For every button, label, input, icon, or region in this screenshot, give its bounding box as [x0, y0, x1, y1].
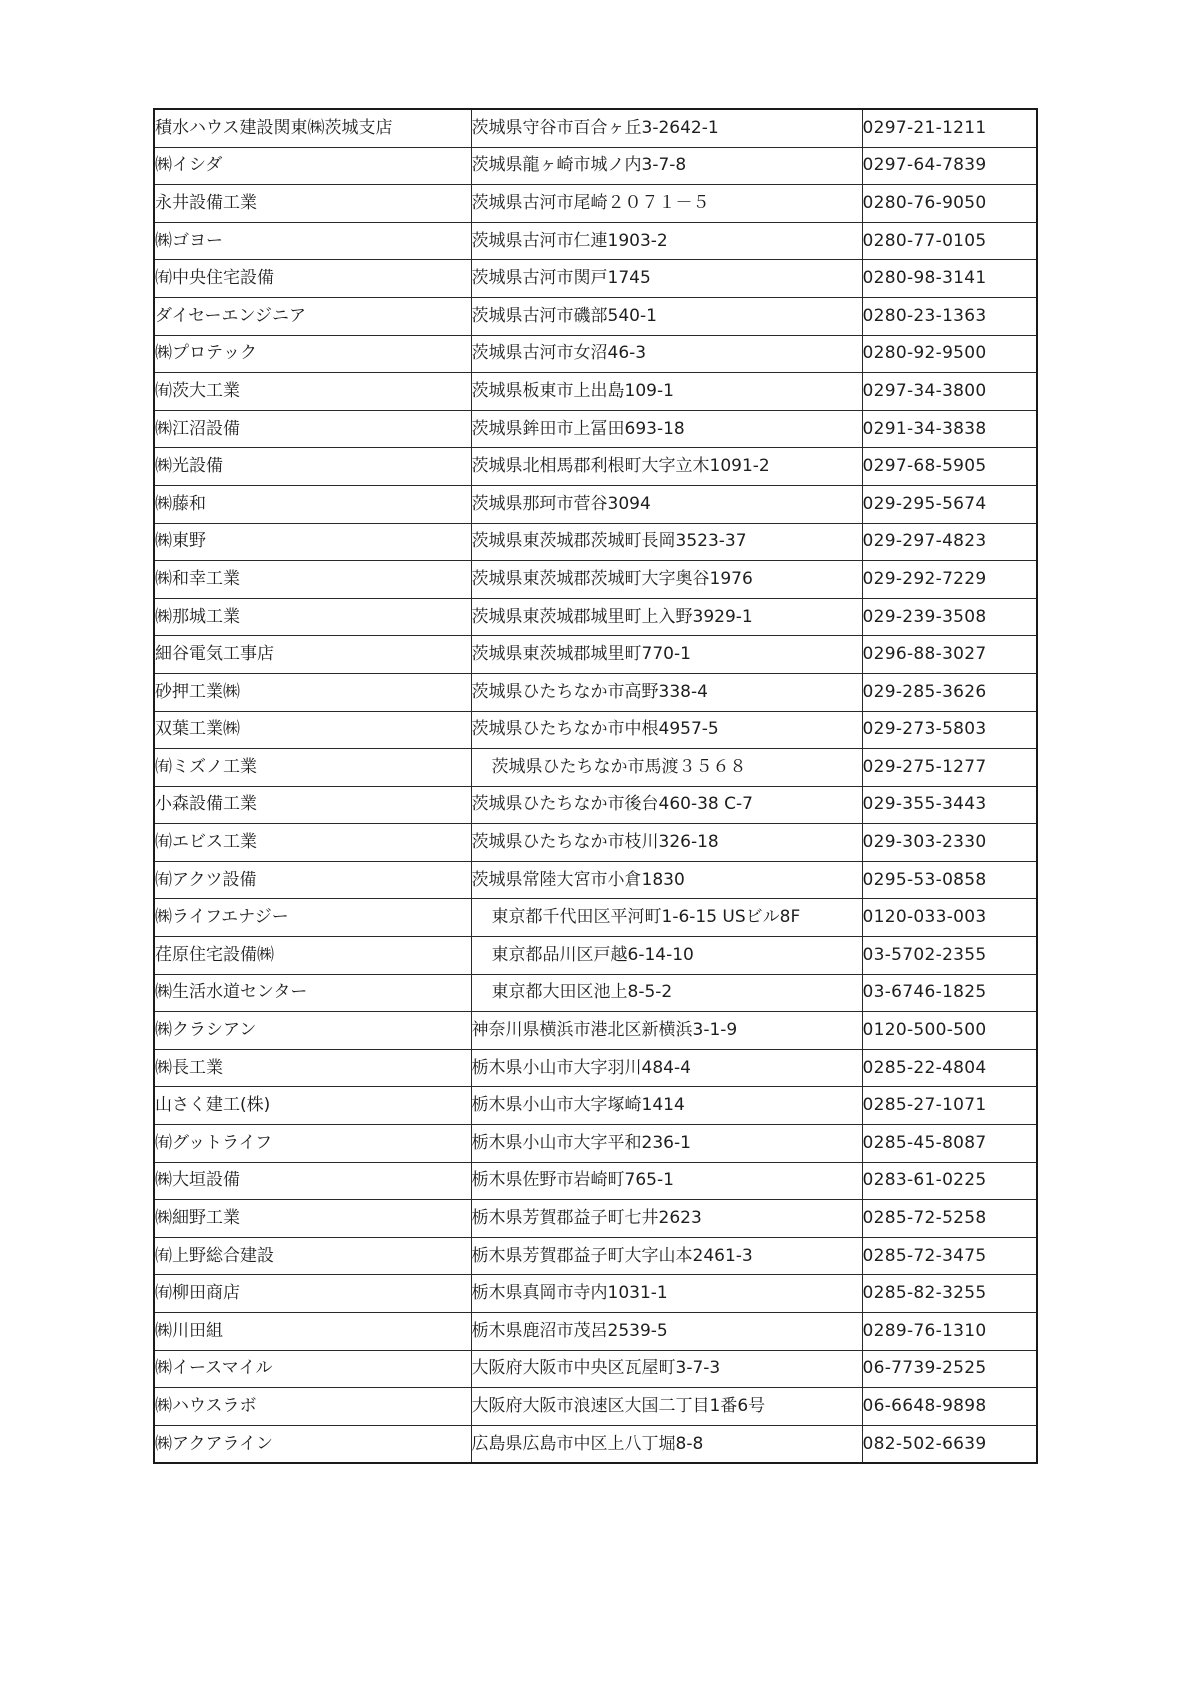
- company-name-cell: ㈱プロテック: [154, 335, 471, 373]
- company-name-cell: ㈱大垣設備: [154, 1162, 471, 1200]
- table-row: [154, 523, 1037, 561]
- phone-number-cell: 0285-27-1071: [862, 1087, 1037, 1125]
- address-cell: 茨城県ひたちなか市高野338-4: [471, 673, 862, 711]
- address-cell: 栃木県鹿沼市茂呂2539-5: [471, 1313, 862, 1351]
- phone-number-cell: 0280-92-9500: [862, 335, 1037, 373]
- company-name-cell: ㈱光設備: [154, 448, 471, 486]
- phone-number-cell: 0283-61-0225: [862, 1162, 1037, 1200]
- phone-number-cell: 0285-72-5258: [862, 1200, 1037, 1238]
- phone-number-cell: 082-502-6639: [862, 1425, 1037, 1463]
- address-cell: 茨城県那珂市菅谷3094: [471, 485, 862, 523]
- address-cell: 茨城県ひたちなか市中根4957-5: [471, 711, 862, 749]
- table-row: [154, 1049, 1037, 1087]
- phone-number-cell: 029-285-3626: [862, 673, 1037, 711]
- address-cell: 栃木県佐野市岩崎町765-1: [471, 1162, 862, 1200]
- address-cell: 茨城県東茨城郡茨城町大字奥谷1976: [471, 561, 862, 599]
- company-name-cell: 積水ハウス建設関東㈱茨城支店: [154, 109, 471, 147]
- table-row: [154, 410, 1037, 448]
- phone-number-cell: 0297-68-5905: [862, 448, 1037, 486]
- phone-number-cell: 0280-98-3141: [862, 260, 1037, 298]
- address-cell: 茨城県鉾田市上冨田693-18: [471, 410, 862, 448]
- address-cell: 茨城県ひたちなか市後台460-38 C-7: [471, 786, 862, 824]
- table-row: [154, 185, 1037, 223]
- address-cell: 茨城県古河市仁連1903-2: [471, 222, 862, 260]
- address-cell: 栃木県小山市大字羽川484-4: [471, 1049, 862, 1087]
- company-name-cell: ㈱クラシアン: [154, 1012, 471, 1050]
- company-name-cell: ㈲アクツ設備: [154, 861, 471, 899]
- address-cell: 神奈川県横浜市港北区新横浜3-1-9: [471, 1012, 862, 1050]
- address-cell: 茨城県古河市磯部540-1: [471, 297, 862, 335]
- phone-number-cell: 0120-500-500: [862, 1012, 1037, 1050]
- table-row: [154, 974, 1037, 1012]
- company-name-cell: 双葉工業㈱: [154, 711, 471, 749]
- company-name-cell: 小森設備工業: [154, 786, 471, 824]
- table-row: [154, 485, 1037, 523]
- company-name-cell: ㈱生活水道センター: [154, 974, 471, 1012]
- phone-number-cell: 0289-76-1310: [862, 1313, 1037, 1351]
- phone-number-cell: 0297-21-1211: [862, 109, 1037, 147]
- company-name-cell: ㈱川田組: [154, 1313, 471, 1351]
- phone-number-cell: 029-297-4823: [862, 523, 1037, 561]
- address-cell: 栃木県小山市大字塚崎1414: [471, 1087, 862, 1125]
- company-name-cell: ㈱ハウスラボ: [154, 1388, 471, 1426]
- phone-number-cell: 029-273-5803: [862, 711, 1037, 749]
- table-row: [154, 749, 1037, 787]
- table-row: [154, 1425, 1037, 1463]
- company-name-cell: ㈱イースマイル: [154, 1350, 471, 1388]
- table-row: [154, 824, 1037, 862]
- address-cell: 茨城県古河市女沼46-3: [471, 335, 862, 373]
- phone-number-cell: 0297-64-7839: [862, 147, 1037, 185]
- address-cell: 茨城県ひたちなか市馬渡３５６８: [471, 749, 862, 787]
- company-name-cell: ㈲中央住宅設備: [154, 260, 471, 298]
- address-cell: 茨城県東茨城郡城里町上入野3929-1: [471, 598, 862, 636]
- phone-number-cell: 06-7739-2525: [862, 1350, 1037, 1388]
- table-row: [154, 260, 1037, 298]
- address-cell: 大阪府大阪市中央区瓦屋町3-7-3: [471, 1350, 862, 1388]
- address-cell: 茨城県常陸大宮市小倉1830: [471, 861, 862, 899]
- company-name-cell: ㈱ライフエナジー: [154, 899, 471, 937]
- company-name-cell: 細谷電気工事店: [154, 636, 471, 674]
- address-cell: 栃木県芳賀郡益子町七井2623: [471, 1200, 862, 1238]
- phone-number-cell: 0295-53-0858: [862, 861, 1037, 899]
- table-row: [154, 373, 1037, 411]
- company-name-cell: ㈲ミズノ工業: [154, 749, 471, 787]
- address-cell: 東京都千代田区平河町1-6-15 USビル8F: [471, 899, 862, 937]
- phone-number-cell: 029-355-3443: [862, 786, 1037, 824]
- table-row: [154, 1237, 1037, 1275]
- table-row: [154, 335, 1037, 373]
- phone-number-cell: 0285-22-4804: [862, 1049, 1037, 1087]
- company-name-cell: 山さく建工(株): [154, 1087, 471, 1125]
- table-row: [154, 561, 1037, 599]
- company-name-cell: ㈱東野: [154, 523, 471, 561]
- phone-number-cell: 0285-72-3475: [862, 1237, 1037, 1275]
- phone-number-cell: 0120-033-003: [862, 899, 1037, 937]
- table-row: [154, 1162, 1037, 1200]
- table-row: [154, 1388, 1037, 1426]
- table-row: [154, 222, 1037, 260]
- phone-number-cell: 0280-77-0105: [862, 222, 1037, 260]
- table-row: [154, 1125, 1037, 1163]
- table-row: [154, 673, 1037, 711]
- company-name-cell: ダイセーエンジニア: [154, 297, 471, 335]
- phone-number-cell: 0280-23-1363: [862, 297, 1037, 335]
- company-name-cell: ㈱長工業: [154, 1049, 471, 1087]
- address-cell: 茨城県東茨城郡城里町770-1: [471, 636, 862, 674]
- address-cell: 茨城県古河市尾崎２０７１－５: [471, 185, 862, 223]
- phone-number-cell: 029-303-2330: [862, 824, 1037, 862]
- table-row: [154, 598, 1037, 636]
- company-name-cell: ㈲グットライフ: [154, 1125, 471, 1163]
- table-row: [154, 711, 1037, 749]
- address-cell: 大阪府大阪市浪速区大国二丁目1番6号: [471, 1388, 862, 1426]
- table-row: [154, 786, 1037, 824]
- company-name-cell: ㈱和幸工業: [154, 561, 471, 599]
- phone-number-cell: 029-275-1277: [862, 749, 1037, 787]
- table-row: [154, 147, 1037, 185]
- table-row: [154, 1275, 1037, 1313]
- address-cell: 広島県広島市中区上八丁堀8-8: [471, 1425, 862, 1463]
- phone-number-cell: 029-239-3508: [862, 598, 1037, 636]
- company-name-cell: ㈲上野総合建設: [154, 1237, 471, 1275]
- address-cell: 茨城県東茨城郡茨城町長岡3523-37: [471, 523, 862, 561]
- phone-number-cell: 029-295-5674: [862, 485, 1037, 523]
- company-name-cell: ㈱アクアライン: [154, 1425, 471, 1463]
- table-row: [154, 899, 1037, 937]
- company-name-cell: ㈲茨大工業: [154, 373, 471, 411]
- phone-number-cell: 03-6746-1825: [862, 974, 1037, 1012]
- company-name-cell: 荏原住宅設備㈱: [154, 937, 471, 975]
- phone-number-cell: 06-6648-9898: [862, 1388, 1037, 1426]
- address-cell: 茨城県板東市上出島109-1: [471, 373, 862, 411]
- company-name-cell: ㈱那城工業: [154, 598, 471, 636]
- table-row: [154, 636, 1037, 674]
- company-name-cell: 永井設備工業: [154, 185, 471, 223]
- table-row: [154, 1200, 1037, 1238]
- address-cell: 栃木県小山市大字平和236-1: [471, 1125, 862, 1163]
- table-row: [154, 297, 1037, 335]
- table-row: [154, 1350, 1037, 1388]
- company-name-cell: ㈱ゴヨー: [154, 222, 471, 260]
- company-name-cell: ㈱細野工業: [154, 1200, 471, 1238]
- company-name-cell: ㈲柳田商店: [154, 1275, 471, 1313]
- contractor-table: [153, 108, 1038, 1464]
- company-name-cell: ㈱藤和: [154, 485, 471, 523]
- table-row: [154, 448, 1037, 486]
- address-cell: 東京都大田区池上8-5-2: [471, 974, 862, 1012]
- phone-number-cell: 0296-88-3027: [862, 636, 1037, 674]
- phone-number-cell: 0285-45-8087: [862, 1125, 1037, 1163]
- phone-number-cell: 0285-82-3255: [862, 1275, 1037, 1313]
- phone-number-cell: 0291-34-3838: [862, 410, 1037, 448]
- company-name-cell: ㈱江沼設備: [154, 410, 471, 448]
- company-name-cell: 砂押工業㈱: [154, 673, 471, 711]
- company-name-cell: ㈱イシダ: [154, 147, 471, 185]
- table-row: [154, 109, 1037, 147]
- address-cell: 東京都品川区戸越6-14-10: [471, 937, 862, 975]
- phone-number-cell: 029-292-7229: [862, 561, 1037, 599]
- table-row: [154, 861, 1037, 899]
- phone-number-cell: 0280-76-9050: [862, 185, 1037, 223]
- address-cell: 茨城県ひたちなか市枝川326-18: [471, 824, 862, 862]
- phone-number-cell: 0297-34-3800: [862, 373, 1037, 411]
- address-cell: 栃木県真岡市寺内1031-1: [471, 1275, 862, 1313]
- address-cell: 茨城県龍ヶ崎市城ノ内3-7-8: [471, 147, 862, 185]
- company-name-cell: ㈲エビス工業: [154, 824, 471, 862]
- address-cell: 茨城県守谷市百合ヶ丘3-2642-1: [471, 109, 862, 147]
- contractor-table-body: [154, 109, 1037, 1463]
- table-row: [154, 1313, 1037, 1351]
- table-row: [154, 1012, 1037, 1050]
- phone-number-cell: 03-5702-2355: [862, 937, 1037, 975]
- table-row: [154, 937, 1037, 975]
- address-cell: 茨城県北相馬郡利根町大字立木1091-2: [471, 448, 862, 486]
- address-cell: 茨城県古河市関戸1745: [471, 260, 862, 298]
- address-cell: 栃木県芳賀郡益子町大字山本2461-3: [471, 1237, 862, 1275]
- table-row: [154, 1087, 1037, 1125]
